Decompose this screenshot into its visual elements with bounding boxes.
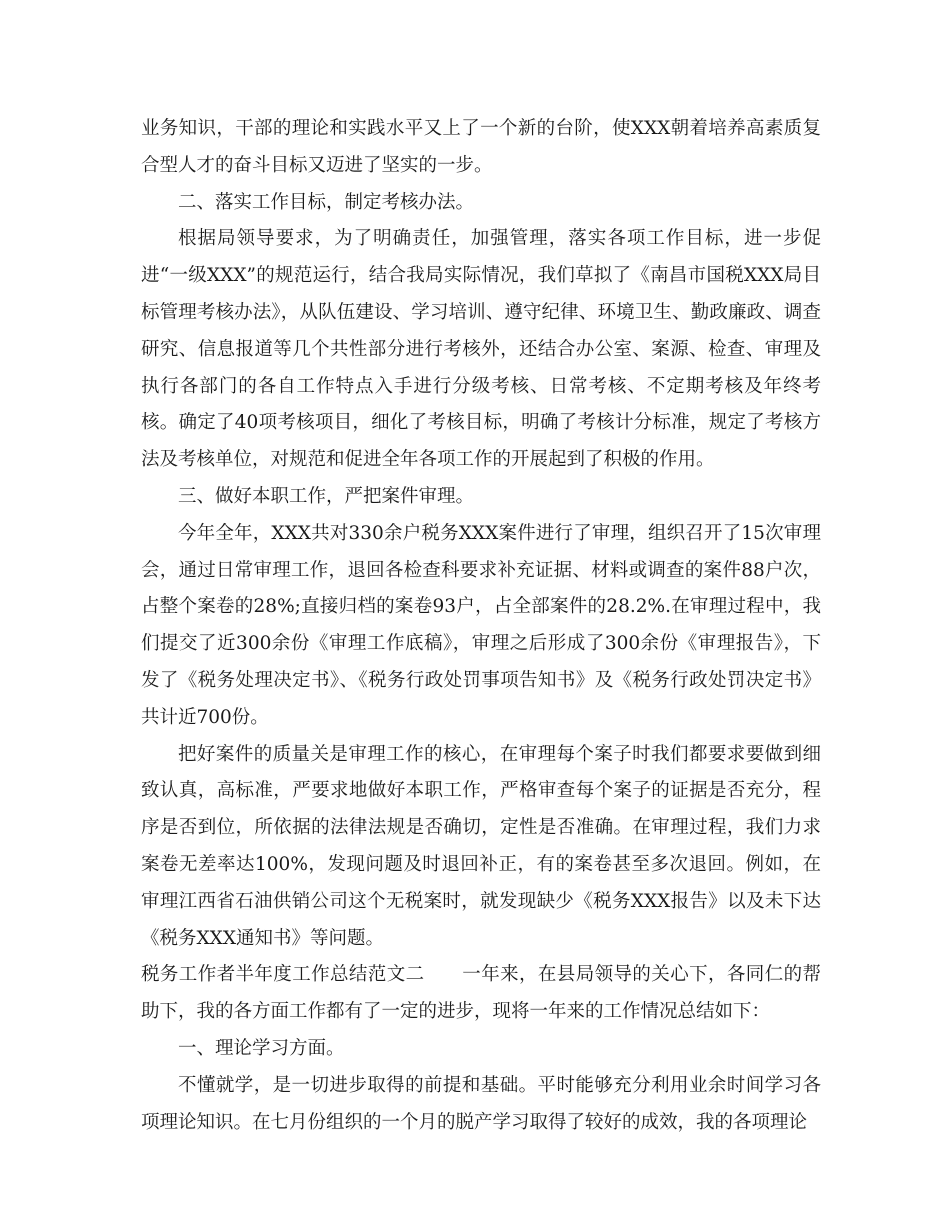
paragraph: 把好案件的质量关是审理工作的核心，在审理每个案子时我们都要求要做到细致认真，高标准，严要求地做好本职工作，严格审查每个案子的证据是否充分，程序是否到位，所依据的法律法规是否确切，定性是否准确。在审理过程，我们力求案卷无差率达100%，发现问题及时退回补正，有的案卷甚至多次退回。例如，在审理江西省石油供销公司这个无税案时，就发现缺少《税务XXX报告》以及未下达《税务XXX通知书》等问题。 (141, 743, 821, 949)
section-heading: 一、理论学习方面。 (178, 1037, 345, 1059)
section-heading: 三、做好本职工作，严把案件审理。 (178, 485, 475, 507)
section-heading: 二、落实工作目标，制定考核办法。 (178, 191, 475, 213)
document-body (141, 111, 821, 1141)
paragraph: 业务知识，干部的理论和实践水平又上了一个新的台阶，使XXX朝着培养高素质复合型人才的奋斗目标又迈进了坚实的一步。 (141, 118, 821, 176)
paragraph: 不懂就学，是一切进步取得的前提和基础。平时能够充分利用业余时间学习各项理论知识。在七月份组织的一个月的脱产学习取得了较好的成效，我的各项理论 (141, 1074, 821, 1133)
paragraph: 税务工作者半年度工作总结范文二 一年来，在县局领导的关心下，各同仁的帮助下，我的各方面工作都有了一定的进步，现将一年来的工作情况总结如下： (141, 964, 821, 1023)
paragraph: 根据局领导要求，为了明确责任，加强管理，落实各项工作目标，进一步促进“一级XXX”的规范运行，结合我局实际情况，我们草拟了《南昌市国税XXX局目标管理考核办法》，从队伍建设、学习培训、遵守纪律、环境卫生、勤政廉政、调查研究、信息报道等几个共性部分进行考核外，还结合办公室、案源、检查、审理及执行各部门的各自工作特点入手进行分级考核、日常考核、不定期考核及年终考核。确定了40项考核项目，细化了考核目标，明确了考核计分标准，规定了考核方法及考核单位，对规范和促进全年各项工作的开展起到了积极的作用。 (141, 228, 821, 471)
paragraph: 今年全年，XXX共对330余户税务XXX案件进行了审理，组织召开了15次审理会，通过日常审理工作，退回各检查科要求补充证据、材料或调查的案件88户次，占整个案卷的28%;直接归档的案卷93户，占全部案件的28.2%.在审理过程中，我们提交了近300余份《审理工作底稿》，审理之后形成了300余份《审理报告》，下发了《税务处理决定书》、《税务行政处罚事项告知书》及《税务行政处罚决定书》共计近700份。 (141, 522, 821, 728)
